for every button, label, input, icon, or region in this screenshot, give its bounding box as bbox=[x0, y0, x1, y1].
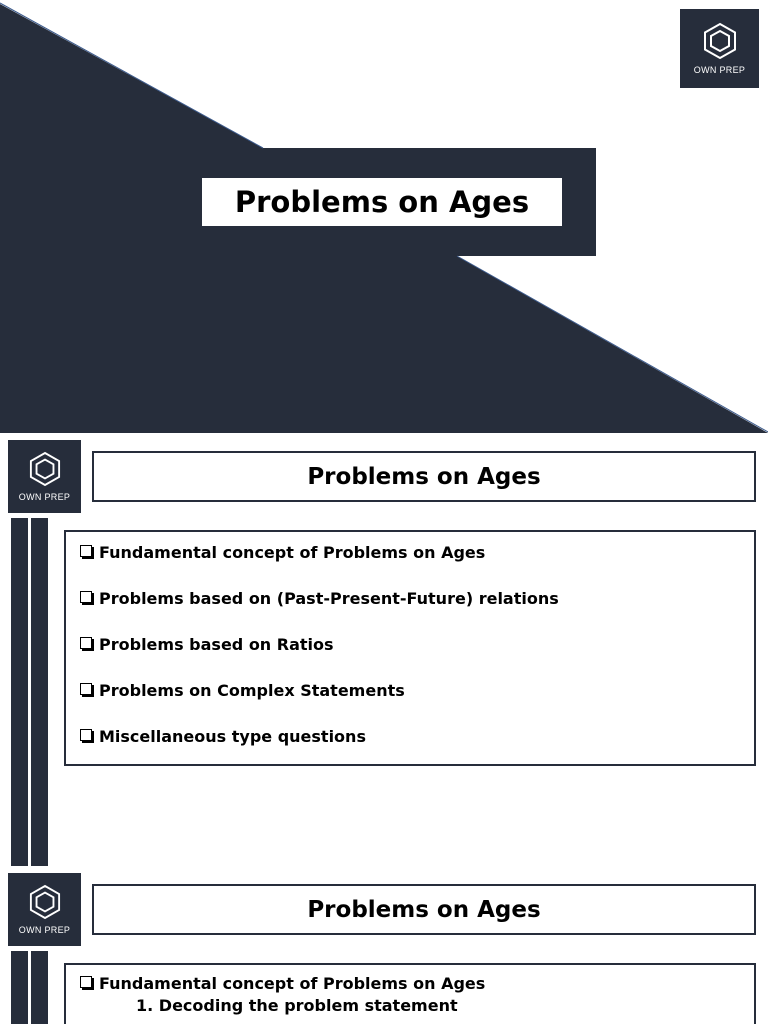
decorative-stripe bbox=[11, 518, 28, 866]
concept-slide bbox=[0, 873, 768, 1024]
list-item-text: Fundamental concept of Problems on Ages bbox=[99, 974, 486, 993]
cover-slide bbox=[0, 0, 768, 433]
hexagon-logo-icon bbox=[29, 451, 61, 487]
logo-text: OWN PREP bbox=[18, 925, 71, 935]
checkbox-bullet-icon bbox=[80, 976, 92, 988]
sub-list-item: 1. Decoding the problem statement bbox=[136, 996, 458, 1015]
slide-title-box bbox=[92, 884, 756, 935]
list-item-text: Problems on Complex Statements bbox=[99, 681, 405, 700]
list-item bbox=[80, 973, 740, 995]
slide-title: Problems on Ages bbox=[307, 463, 541, 490]
decorative-stripe bbox=[11, 951, 28, 1024]
list-item-text: Miscellaneous type questions bbox=[99, 727, 366, 746]
bullet-list bbox=[80, 973, 740, 995]
cover-title-box bbox=[202, 178, 562, 226]
checkbox-bullet-icon bbox=[80, 729, 92, 741]
list-item-text: Problems based on (Past-Present-Future) relations bbox=[99, 589, 559, 608]
decorative-stripe bbox=[31, 518, 48, 866]
slide-title: Problems on Ages bbox=[307, 896, 541, 923]
hexagon-logo-icon bbox=[703, 22, 737, 60]
checkbox-bullet-icon bbox=[80, 545, 92, 557]
bullet-list bbox=[80, 542, 740, 748]
hexagon-logo-icon bbox=[29, 884, 61, 920]
checkbox-bullet-icon bbox=[80, 637, 92, 649]
checkbox-bullet-icon bbox=[80, 591, 92, 603]
brand-logo bbox=[680, 9, 759, 88]
agenda-slide bbox=[0, 440, 768, 868]
logo-text: OWN PREP bbox=[693, 65, 746, 75]
content-box bbox=[64, 963, 756, 1024]
logo-text: OWN PREP bbox=[18, 492, 71, 502]
list-item bbox=[80, 726, 740, 748]
brand-logo bbox=[8, 440, 81, 513]
content-box bbox=[64, 530, 756, 766]
brand-logo bbox=[8, 873, 81, 946]
list-item-text: Problems based on Ratios bbox=[99, 635, 334, 654]
list-item bbox=[80, 588, 740, 610]
list-item bbox=[80, 680, 740, 702]
list-item bbox=[80, 634, 740, 656]
cover-title: Problems on Ages bbox=[234, 185, 530, 219]
list-item bbox=[80, 542, 740, 564]
checkbox-bullet-icon bbox=[80, 683, 92, 695]
slide-title-box bbox=[92, 451, 756, 502]
decorative-stripe bbox=[31, 951, 48, 1024]
list-item-text: Fundamental concept of Problems on Ages bbox=[99, 543, 486, 562]
